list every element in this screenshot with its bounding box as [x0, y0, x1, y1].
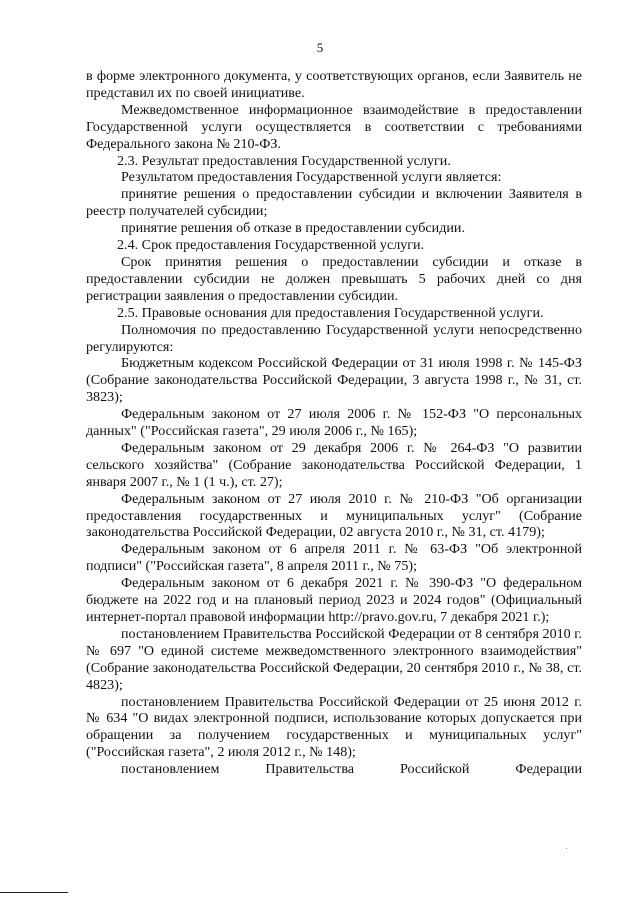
list-item-result-grant: принятие решения о предоставлении субсидии и включении Заявителя в реестр получателей субсидии; — [86, 186, 582, 220]
section-heading-2-3: 2.3. Результат предоставления Государственной услуги. — [117, 152, 451, 169]
paragraph-result-intro: Результатом предоставления Государственной услуги является: — [121, 169, 502, 186]
list-item-law-152: Федеральным законом от 27 июля 2006 г. № 152-ФЗ "О персональных данных" ("Российская газета", 29 июля 2006 г., № 165); — [86, 406, 582, 440]
list-item-decree-697: постановлением Правительства Российской Федерации от 8 сентября 2010 г. № 697 "О единой системе межведомственного электронного взаимодействия" (Собрание законодательства Российской Федерации, 20 сентября 2010 г., № 38, ст. 4823); — [86, 625, 582, 693]
section-heading-2-4: 2.4. Срок предоставления Государственной услуги. — [117, 237, 425, 254]
list-item-law-210: Федеральным законом от 27 июля 2010 г. № 210-ФЗ "Об организации предоставления государственных и муниципальных услуг" (Собрание законодательства Российской Федерации, 02 августа 2010 г., № 31, ст. 4179); — [86, 490, 582, 541]
paragraph-continuation: в форме электронного документа, у соответствующих органов, если Заявитель не представил их по своей инициативе. — [86, 68, 582, 101]
list-item-result-refusal: принятие решения об отказе в предоставлении субсидии. — [121, 220, 465, 237]
paragraph-term: Срок принятия решения о предоставлении субсидии и отказе в предоставлении субсидии не должен превышать 5 рабочих дней со дня регистрации заявления о предоставлении субсидии. — [86, 253, 582, 304]
document-body — [86, 68, 582, 778]
list-item-law-264: Федеральным законом от 29 декабря 2006 г. № 264-ФЗ "О развитии сельского хозяйства" (Собрание законодательства Российской Федерации, 1 января 2007 г., № 1 (1 ч.), ст. 27); — [86, 439, 582, 490]
list-item-law-63: Федеральным законом от 6 апреля 2011 г. № 63-ФЗ "Об электронной подписи" ("Российская газета", 8 апреля 2011 г., № 75); — [86, 541, 582, 575]
paragraph-powers: Полномочия по предоставлению Государственной услуги непосредственно регулируются: — [86, 321, 582, 355]
bottom-rule — [0, 892, 68, 893]
list-item-decree-start: постановлением Правительства Российской Федерации — [121, 761, 582, 778]
page-number: 5 — [316, 40, 324, 55]
scan-artifact — [566, 848, 567, 849]
list-item-law-390: Федеральным законом от 6 декабря 2021 г. № 390-ФЗ "О федеральном бюджете на 2022 год и на плановый период 2023 и 2024 годов" (Официальный интернет-портал правовой информации http://pravo.gov.ru, 7 декабря 2021 г.); — [86, 575, 582, 625]
paragraph-interaction: Межведомственное информационное взаимодействие в предоставлении Государственной услуги осуществляется в соответствии с требованиями Федерального закона № 210-ФЗ. — [86, 101, 582, 152]
section-heading-2-5: 2.5. Правовые основания для предоставления Государственной услуги. — [117, 304, 544, 321]
list-item-decree-634: постановлением Правительства Российской Федерации от 25 июня 2012 г. № 634 "О видах электронной подписи, использование которых допускается при обращении за получением государственных и муниципальных услуг" ("Российская газета", 2 июля 2012 г., № 148); — [86, 693, 582, 761]
list-item-budget-code: Бюджетным кодексом Российской Федерации от 31 июля 1998 г. № 145-ФЗ (Собрание законодательства Российской Федерации, 3 августа 1998 г., № 31, ст. 3823); — [86, 355, 582, 406]
